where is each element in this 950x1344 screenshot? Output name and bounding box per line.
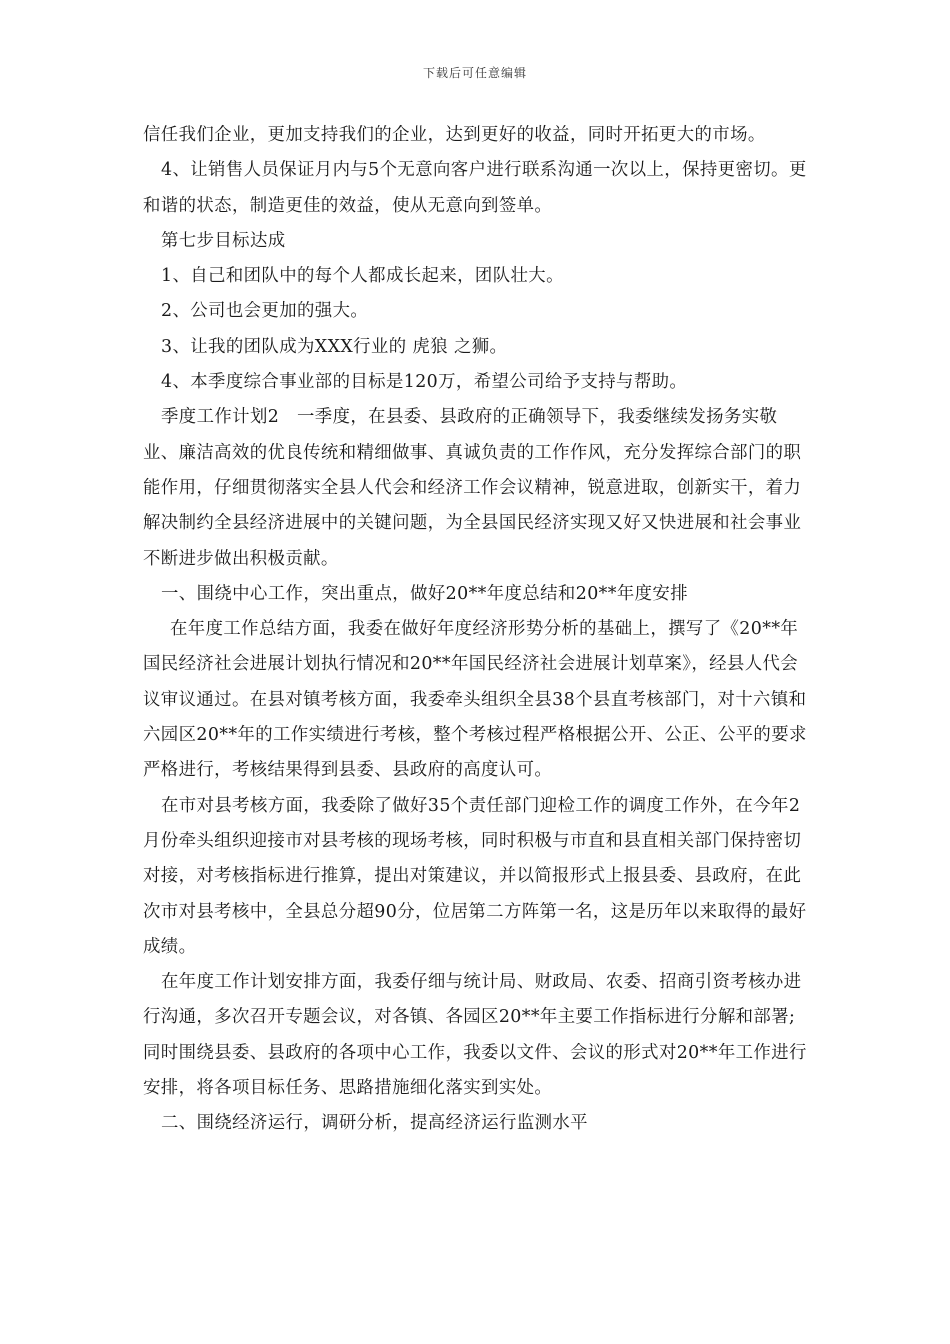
section-heading-one: 一、围绕中心工作，突出重点，做好20**年度总结和20**年度安排 (161, 583, 689, 604)
paragraph-city-assessment: 在市对县考核方面，我委除了做好35个责任部门迎检工作的调度工作外，在今年2月份牵头组织迎接市对县考核的现场考核，同时积极与市直和县直相关部门保持密切对接，对考核指标进行推算，提出对策建议，并以简报形式上报县委、县政府，在此次市对县考核中，全县总分超90分，位居第二方阵第一名，这是历年以来取得的最好成绩。 (143, 795, 807, 957)
paragraph-continuation: 信任我们企业，更加支持我们的企业，达到更好的收益，同时开拓更大的市场。 (143, 125, 766, 145)
list-item-goal-4: 4、本季度综合事业部的目标是120万，希望公司给予支持与帮助。 (161, 372, 688, 393)
section-heading-two: 二、围绕经济运行，调研分析，提高经济运行监测水平 (161, 1113, 588, 1134)
paragraph-annual-summary: 在年度工作总结方面，我委在做好年度经济形势分析的基础上，撰写了《20**年国民经济社会进展计划执行情况和20**年国民经济社会进展计划草案》，经县人代会议审议通过。在县对镇考核方面，我委牵头组织全县38个县直考核部门，对十六镇和六园区20**年的工作实绩进行考核，整个考核过程严格根据公开、公正、公平的要求严格进行，考核结果得到县委、县政府的高度认可。 (143, 619, 807, 781)
paragraph-item-4-sales: 4、让销售人员保证月内与5个无意向客户进行联系沟通一次以上，保持更密切。更和谐的状态，制造更佳的效益，使从无意向到签单。 (143, 160, 807, 216)
list-item-goal-3: 3、让我的团队成为XXX行业的 虎狼 之狮。 (161, 336, 508, 357)
paragraph-quarterly-plan-2: 季度工作计划2 一季度，在县委、县政府的正确领导下，我委继续发扬务实敬业、廉洁高效的优良传统和精细做事、真诚负责的工作作风，充分发挥综合部门的职能作用，仔细贯彻落实全县人代会和经济工作会议精神，锐意进取，创新实干，着力解决制约全县经济进展中的关键问题，为全县国民经济实现又好又快进展和社会事业不断进步做出积极贡献。 (143, 407, 802, 569)
paragraph-annual-plan: 在年度工作计划安排方面，我委仔细与统计局、财政局、农委、招商引资考核办进行沟通，多次召开专题会议，对各镇、各园区20**年主要工作指标进行分解和部署;同时围绕县委、县政府的各项中心工作，我委以文件、会议的形式对20**年工作进行安排，将各项目标任务、思路措施细化落实到实处。 (143, 972, 807, 1099)
page-header: 下载后可任意编辑 (422, 66, 527, 80)
list-item-goal-2: 2、公司也会更加的强大。 (161, 301, 369, 322)
list-item-goal-1: 1、自己和团队中的每个人都成长起来，团队壮大。 (161, 266, 564, 287)
section-step-seven-heading: 第七步目标达成 (161, 230, 286, 251)
document-body (143, 118, 811, 1142)
